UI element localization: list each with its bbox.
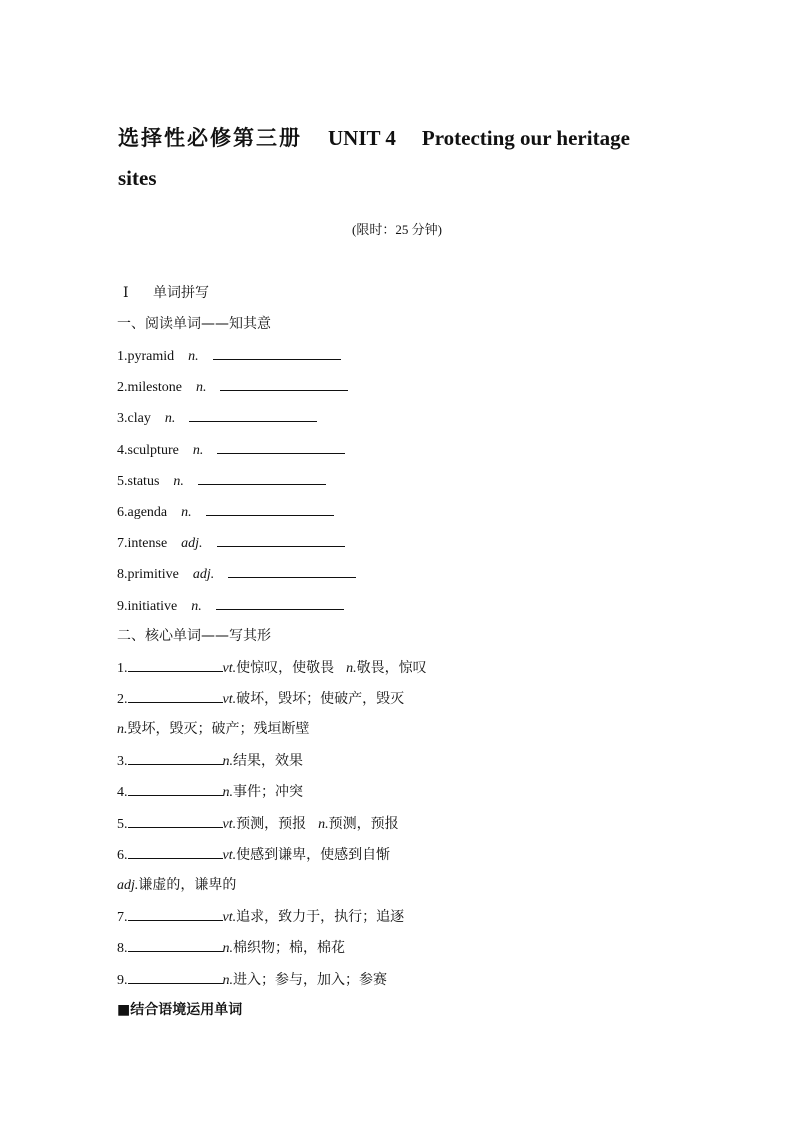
answer-blank[interactable] <box>189 406 317 422</box>
answer-blank[interactable] <box>128 780 223 796</box>
part-of-speech: n. <box>173 474 184 489</box>
answer-blank[interactable] <box>198 469 326 485</box>
part-of-speech: n. <box>192 443 204 458</box>
core-item-2: 2. vt.破坏，毁坏；使破产，毁灭 <box>117 687 404 709</box>
part-of-speech: n. <box>222 941 233 956</box>
answer-blank[interactable] <box>128 749 223 765</box>
part-of-speech: vt. <box>222 661 237 676</box>
core-item-1: 1. vt.使惊叹，使敬畏 n.敬畏，惊叹 <box>117 656 427 678</box>
unit-label: UNIT 4 <box>328 126 396 150</box>
time-limit: (限时：25 分钟) <box>352 222 442 237</box>
reading-item-5: 5.status n. <box>117 469 326 491</box>
meaning: 预测，预报 <box>236 816 307 832</box>
word: status <box>127 474 160 489</box>
word: milestone <box>127 380 182 395</box>
part-of-speech: vt. <box>222 817 237 832</box>
part-of-speech: n. <box>181 505 192 520</box>
reading-item-7: 7.intense adj. <box>117 531 345 553</box>
meaning: 进入；参与，加入；参赛 <box>233 972 387 988</box>
core-item-9: 9. n.进入；参与，加入；参赛 <box>117 968 387 990</box>
meaning: 事件；冲突 <box>233 784 303 800</box>
core-item-5: 5. vt.预测，预报 n.预测，预报 <box>117 812 399 834</box>
answer-blank[interactable] <box>128 687 223 703</box>
part2-title: 二、核心单词——写其形 <box>117 628 271 644</box>
core-item-6-continued <box>117 874 236 896</box>
part-of-speech: n. <box>222 973 233 988</box>
core-item-8: 8. n.棉织物；棉，棉花 <box>117 936 345 958</box>
part-of-speech: n. <box>117 722 128 737</box>
meaning: 结果，效果 <box>233 753 303 769</box>
unit-topic-continued: sites <box>118 166 157 190</box>
answer-blank[interactable] <box>206 500 334 516</box>
part-of-speech: vt. <box>222 848 237 863</box>
part-of-speech: adj. <box>117 878 139 893</box>
word: clay <box>127 411 151 426</box>
part-of-speech: n. <box>346 661 357 676</box>
book-title: 选择性必修第三册 <box>118 126 302 150</box>
section-title: 单词拼写 <box>153 285 209 301</box>
answer-blank[interactable] <box>216 594 344 610</box>
answer-blank[interactable] <box>128 656 223 672</box>
unit-topic: Protecting our heritage <box>421 126 630 150</box>
part1-title: 一、阅读单词——知其意 <box>117 316 271 332</box>
answer-blank[interactable] <box>220 375 348 391</box>
part-of-speech: adj. <box>181 536 203 551</box>
part-of-speech: n. <box>222 754 233 769</box>
answer-blank[interactable] <box>128 968 223 984</box>
part-of-speech: vt. <box>222 692 237 707</box>
meaning: 敬畏，惊叹 <box>356 660 427 676</box>
core-item-7: 7. vt.追求，致力于，执行；追逐 <box>117 905 404 927</box>
meaning: 棉织物；棉，棉花 <box>233 940 345 956</box>
answer-blank[interactable] <box>228 562 356 578</box>
part-of-speech: vt. <box>222 910 237 925</box>
word: pyramid <box>127 349 175 364</box>
section-numeral: Ⅰ <box>123 286 129 301</box>
meaning: 破坏，毁坏；使破产，毁灭 <box>236 691 405 707</box>
answer-blank[interactable] <box>128 936 223 952</box>
answer-blank[interactable] <box>213 344 341 360</box>
part-of-speech: n. <box>222 785 233 800</box>
word: agenda <box>127 505 168 520</box>
reading-item-4: 4.sculpture n. <box>117 438 345 460</box>
worksheet-title <box>118 118 698 198</box>
core-item-6: 6. vt.使感到谦卑，使感到自惭 <box>117 843 390 865</box>
part-of-speech: adj. <box>192 567 215 582</box>
part-of-speech: n. <box>191 599 202 614</box>
reading-item-1: 1.pyramid n. <box>117 344 341 366</box>
core-item-4: 4. n.事件；冲突 <box>117 780 303 802</box>
part-of-speech: n. <box>195 380 207 395</box>
reading-item-8: 8.primitive adj. <box>117 562 356 584</box>
word: sculpture <box>127 443 179 458</box>
reading-item-9: 9.initiative n. <box>117 594 344 616</box>
section-heading <box>117 282 209 304</box>
meaning: 毁坏，毁灭；破产；残垣断壁 <box>127 721 310 737</box>
word: primitive <box>127 567 179 582</box>
answer-blank[interactable] <box>128 905 223 921</box>
reading-item-3: 3.clay n. <box>117 406 317 428</box>
word: initiative <box>127 599 178 614</box>
meaning: 预测，预报 <box>328 816 399 832</box>
meaning: 追求，致力于，执行；追逐 <box>236 909 405 925</box>
meaning: 谦虚的，谦卑的 <box>138 877 237 893</box>
answer-blank[interactable] <box>128 812 223 828</box>
answer-blank[interactable] <box>217 531 345 547</box>
word: intense <box>127 536 168 551</box>
answer-blank[interactable] <box>217 438 345 454</box>
meaning: 使惊叹，使敬畏 <box>236 660 335 676</box>
core-item-3: 3. n.结果，效果 <box>117 749 303 771</box>
reading-item-2: 2.milestone n. <box>117 375 348 397</box>
core-item-2-continued <box>117 718 310 740</box>
answer-blank[interactable] <box>128 843 223 859</box>
reading-item-6: 6.agenda n. <box>117 500 334 522</box>
meaning: 使感到谦卑，使感到自惭 <box>236 847 391 863</box>
part-of-speech: n. <box>164 411 176 426</box>
part-of-speech: n. <box>188 349 199 364</box>
context-practice-title: ■结合语境运用单词 <box>117 1002 243 1018</box>
part-of-speech: n. <box>318 817 329 832</box>
